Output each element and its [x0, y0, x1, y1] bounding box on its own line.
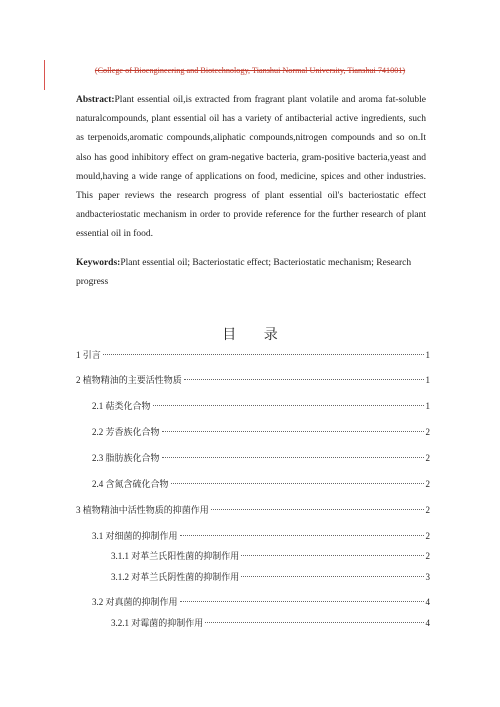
margin-revision-mark: [44, 60, 45, 90]
keywords-label: Keywords:: [76, 258, 121, 268]
toc-entry[interactable]: [76, 549, 430, 563]
toc-entry-label: 2.2 芳香族化合物: [92, 427, 160, 437]
toc-leader-dots: [180, 601, 424, 602]
toc-leader-dots: [180, 535, 424, 536]
abstract-text: Plant essential oil,is extracted from fragrant plant volatile and aroma fat-soluble naturalcompounds, plant essential oil has a variety of antibacterial active ingredients, such as terpenoids,aromatic compounds,aliphatic compounds,nitrogen compounds and so on.It also has good inhibitory effect on gram-negative bacteria, gram-positive bacteria,yeast and mould,having a wide range of applications on food, medicine, spices and other industries. This paper reviews the research progress of plant essential oil's bacteriostatic effect andbacteriostatic mechanism in order to provide reference for the further research of plant essential oil in food.: [76, 95, 426, 240]
toc-title: 目 录: [222, 328, 290, 343]
toc-entry-page: 1: [425, 375, 430, 385]
toc-entry-label: 2 植物精油的主要活性物质: [76, 375, 182, 385]
toc-entry-page: 1: [425, 401, 430, 411]
toc-entry[interactable]: [76, 616, 430, 630]
toc-entry[interactable]: [76, 451, 430, 465]
toc-entry-label: 3 植物精油中活性物质的抑菌作用: [76, 505, 209, 515]
toc-entry-label: 1 引言: [76, 350, 101, 360]
toc-entry[interactable]: [76, 399, 430, 413]
toc-entry-label: 3.1 对细菌的抑制作用: [92, 531, 178, 541]
toc-entry[interactable]: [76, 477, 430, 491]
toc-entry[interactable]: [76, 348, 430, 362]
toc-entry-page: 2: [425, 531, 430, 541]
toc-leader-dots: [171, 483, 424, 484]
toc-entry-page: 2: [425, 551, 430, 561]
toc-entry-page: 2: [425, 427, 430, 437]
toc-leader-dots: [184, 379, 424, 380]
toc-entry[interactable]: [76, 570, 430, 584]
toc-entry-page: 1: [425, 350, 430, 360]
toc-entry-label: 3.2.1 对霉菌的抑制作用: [111, 618, 204, 628]
toc-entry-label: 3.1.1 对革兰氏阳性菌的抑制作用: [111, 551, 240, 561]
toc-leader-dots: [162, 457, 424, 458]
toc-entry[interactable]: [76, 595, 430, 609]
toc-entry-page: 2: [425, 505, 430, 515]
toc-entry-page: 4: [425, 597, 430, 607]
toc-entry-page: 3: [425, 572, 430, 582]
toc-entry-label: 3.1.2 对革兰氏阴性菌的抑制作用: [111, 572, 240, 582]
toc-entry[interactable]: [76, 503, 430, 517]
affiliation-line: (College of Bioengineering and Biotechnology, Tianshui Normal University, Tianshui 741001): [94, 66, 406, 75]
abstract-paragraph: [76, 91, 426, 245]
toc-leader-dots: [205, 622, 423, 623]
toc-entry-page: 2: [425, 479, 430, 489]
keywords-text: Plant essential oil; Bacteriostatic effect; Bacteriostatic mechanism; Research progress: [76, 258, 412, 288]
toc-leader-dots: [241, 576, 423, 577]
toc-entry-page: 4: [425, 618, 430, 628]
toc-entry-label: 3.2 对真菌的抑制作用: [92, 597, 178, 607]
keywords-paragraph: [76, 254, 426, 292]
toc-entry[interactable]: [76, 529, 430, 543]
toc-entry-label: 2.1 萜类化合物: [92, 401, 151, 411]
abstract-label: Abstract:: [76, 95, 115, 105]
toc-entry-label: 2.4 含氮含硫化合物: [92, 479, 169, 489]
toc-entry[interactable]: [76, 373, 430, 387]
toc-leader-dots: [162, 431, 424, 432]
toc-entry-label: 2.3 脂肪族化合物: [92, 453, 160, 463]
toc-entry-page: 2: [425, 453, 430, 463]
toc-leader-dots: [241, 555, 423, 556]
toc-leader-dots: [153, 405, 424, 406]
toc-entry[interactable]: [76, 425, 430, 439]
toc-leader-dots: [103, 354, 424, 355]
toc-leader-dots: [211, 509, 424, 510]
